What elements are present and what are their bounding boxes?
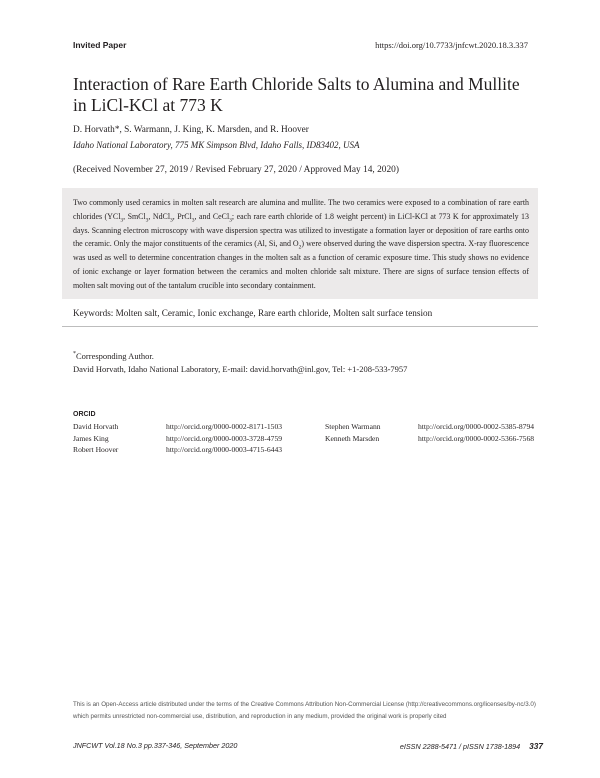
issn: eISSN 2288-5471 / pISSN 1738-1894 — [399, 742, 521, 751]
asterisk-mark: * — [73, 351, 76, 358]
doi-link[interactable]: https://doi.org/10.7733/jnfcwt.2020.18.3.337 — [375, 40, 528, 50]
author-list: D. Horvath*, S. Warmann, J. King, K. Marsden, and R. Hoover — [73, 125, 309, 135]
orcid-heading: ORCID — [73, 411, 96, 418]
corresponding-author-label: *Corresponding Author. — [73, 351, 154, 361]
invited-paper-label: Invited Paper — [73, 40, 127, 50]
orcid-link[interactable]: http://orcid.org/0000-0003-4715-6443 — [166, 445, 283, 454]
corresponding-author-details: David Horvath, Idaho National Laboratory, E-mail: david.horvath@inl.gov, Tel: +1-208-533-7957 — [73, 364, 408, 374]
page-number: 337 — [529, 741, 543, 751]
title-line-1: Interaction of Rare Earth Chloride Salts to Alumina and Mullite — [73, 74, 520, 94]
orcid-link[interactable]: http://orcid.org/0000-0002-5366-7568 — [418, 434, 535, 443]
abstract: Two commonly used ceramics in molten salt research are alumina and mullite. The two ceramics were exposed to a combination of rare earth chlorides (YCl$_3$, SmCl$_3$, NdCl$_3$, PrCl$_3$, and CeCl$_3$; each rare earth chloride of 1.8 weight percent) in LiCl-KCl at 773 K for approximately 13 days. Scanning electron microscopy with wave dispersion spectra was utilized to investigate a formation layer or deposition of rare earths onto the ceramic. Only the major constituents of the ceramics (Al, Si, and $O_2$) were observed during the wave dispersion spectra. X-ray fluorescence was used as well to determine concentration changes in the molten salt as a function of ceramic exposure time. This study shows no evidence of ionic exchange or layer formation between the ceramics and molten chloride salt mixture. There are signs of surface tension effects of molten salt moving out of the tantalum crucible into secondary containment. — [73, 198, 529, 290]
orcid-name: Kenneth Marsden — [325, 434, 380, 443]
paper-title — [73, 74, 543, 116]
section-divider — [62, 326, 538, 327]
orcid-name: Stephen Warmann — [325, 422, 381, 431]
title-line-2: in LiCl-KCl at 773 K — [73, 95, 223, 115]
orcid-link[interactable]: http://orcid.org/0000-0003-3728-4759 — [166, 434, 283, 443]
affiliation: Idaho National Laboratory, 775 MK Simpson Blvd, Idaho Falls, ID83402, USA — [73, 140, 360, 150]
journal-citation: JNFCWT Vol.18 No.3 pp.337-346, September 2020 — [73, 741, 238, 750]
orcid-link[interactable]: http://orcid.org/0000-0002-8171-1503 — [166, 422, 283, 431]
keywords: Keywords: Molten salt, Ceramic, Ionic exchange, Rare earth chloride, Molten salt surface tension — [73, 308, 433, 318]
orcid-name: James King — [73, 434, 109, 443]
issn-and-page — [400, 741, 543, 751]
orcid-name: David Horvath — [73, 422, 119, 431]
license-notice: This is an Open-Access article distributed under the terms of the Creative Commons Attribution Non-Commercial License (http://creativecommons.org/licenses/by-nc/3.0) which permits unrestricted non-commercial use, distribution, and reproduction in any medium, provided the original work is properly cited — [73, 701, 536, 720]
orcid-name: Robert Hoover — [73, 445, 119, 454]
received-dates: (Received November 27, 2019 / Revised February 27, 2020 / Approved May 14, 2020) — [73, 165, 399, 175]
orcid-link[interactable]: http://orcid.org/0000-0002-5385-8794 — [418, 422, 535, 431]
